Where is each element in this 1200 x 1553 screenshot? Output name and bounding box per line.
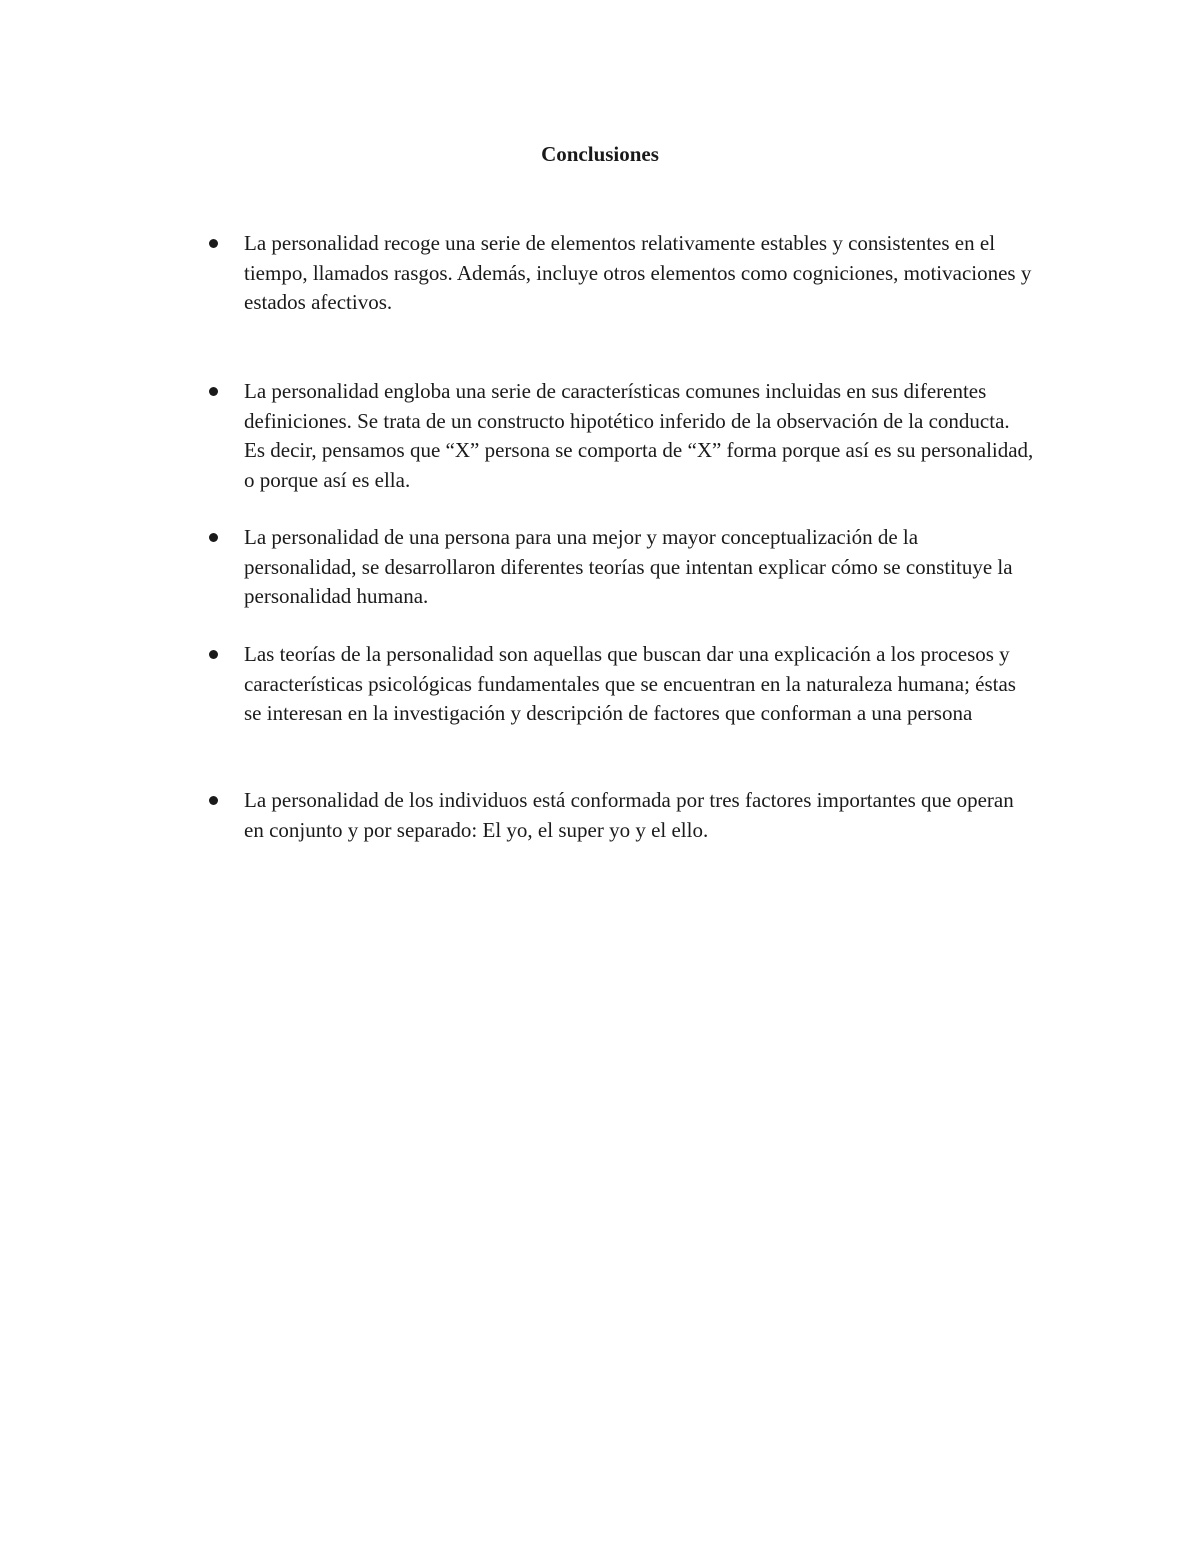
bullet-icon [209, 650, 218, 659]
list-item [244, 786, 1034, 845]
list-item [244, 377, 1034, 495]
bullet-icon [209, 796, 218, 805]
list-item [244, 523, 1034, 612]
list-item-text: La personalidad engloba una serie de características comunes incluidas en sus diferentes definiciones. Se trata de un constructo hipotético inferido de la observación de la conducta. Es decir, pensamos que “X” persona se comporta de “X” forma porque así es su personalidad, o porque así es ella. [244, 379, 1034, 492]
page-title: Conclusiones [541, 142, 659, 166]
bullet-icon [209, 533, 218, 542]
list-item-text: La personalidad de una persona para una mejor y mayor conceptualización de la personalidad, se desarrollaron diferentes teorías que intentan explicar cómo se constituye la personalidad humana. [244, 525, 1013, 608]
list-item-text: La personalidad de los individuos está conformada por tres factores importantes que operan en conjunto y por separado: El yo, el super yo y el ello. [244, 788, 1014, 842]
bullet-icon [209, 239, 218, 248]
bullet-icon [209, 387, 218, 396]
list-item [244, 640, 1034, 729]
list-item-text: Las teorías de la personalidad son aquellas que buscan dar una explicación a los procesos y características psicológicas fundamentales que se encuentran en la naturaleza humana; éstas se interesan en la investigación y descripción de factores que conforman a una persona [244, 642, 1016, 725]
list-item [244, 229, 1034, 318]
list-item-text: La personalidad recoge una serie de elementos relativamente estables y consistentes en el tiempo, llamados rasgos. Además, incluye otros elementos como cogniciones, motivaciones y estados afectivos. [244, 231, 1032, 314]
